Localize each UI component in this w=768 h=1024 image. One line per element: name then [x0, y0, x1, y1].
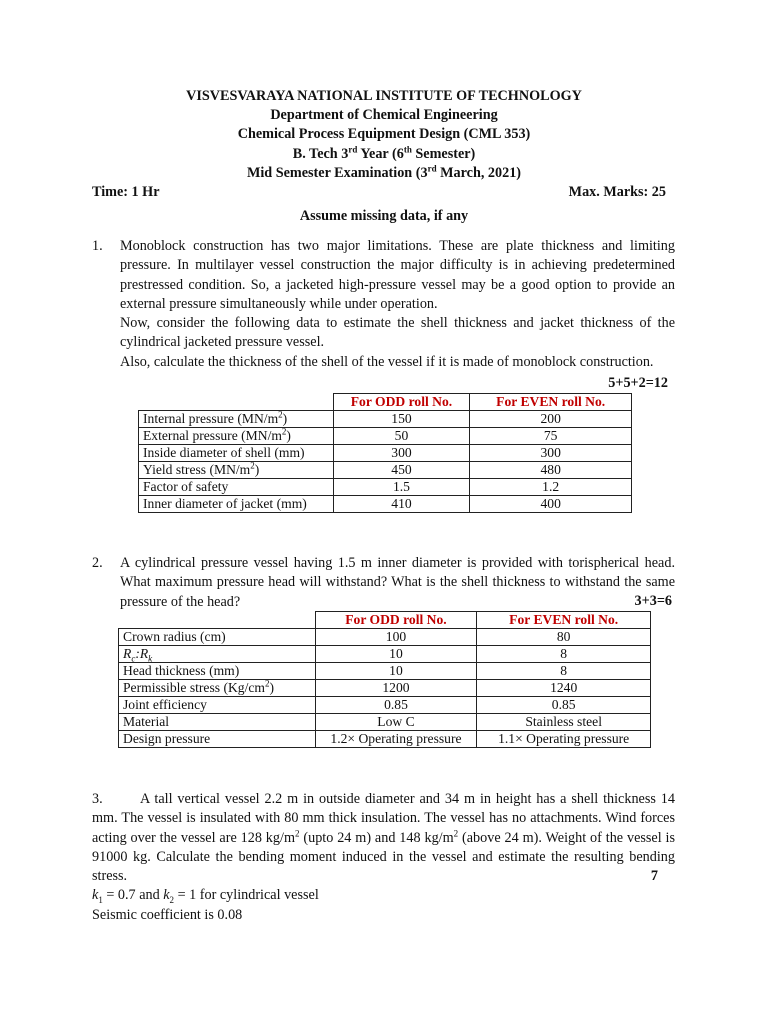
odd-value: Low C [315, 714, 477, 731]
table-row [139, 445, 632, 462]
q1-number: 1. [92, 238, 103, 254]
row-label: Inner diameter of jacket (mm) [139, 496, 334, 513]
even-value: 1240 [477, 680, 651, 697]
q3-text [92, 790, 675, 925]
q1-text [120, 237, 675, 372]
row-label: Internal pressure $(MN/m^2)$ [139, 411, 334, 428]
table-row [119, 629, 651, 646]
even-value: 0.85 [477, 697, 651, 714]
q3-number: 3. [92, 791, 103, 807]
q1-marks: 5+5+2=12 [608, 375, 668, 391]
table-row [119, 731, 651, 748]
odd-value: 1.5 [333, 479, 470, 496]
row-label: Yield stress $(MN/m^2)$ [139, 462, 334, 479]
q2-header-blank [119, 612, 316, 629]
q2-paragraph-1: A cylindrical pressure vessel having 1.5 m inner diameter is provided with torispherical head. What maximum pressure head will withstand? What is the shell thickness to withstand the same pressure of the head? [120, 555, 675, 610]
table-row [119, 646, 651, 663]
exam-title: Mid Semester Examination (3rd March, 2021) [246, 163, 522, 181]
department-name: Department of Chemical Engineering [270, 107, 498, 123]
q3-k-values: $k_1 = 0.7$ and $k_2 = 1$ for cylindrical vessel [92, 887, 319, 906]
max-marks: Max. Marks: 25 [568, 184, 666, 200]
q1-paragraph-3: Also, calculate the thickness of the shell of the vessel if it is made of monoblock construction. [120, 353, 654, 370]
table-row [139, 462, 632, 479]
q2-marks: 3+3=6 [634, 593, 672, 609]
even-value: 300 [470, 445, 632, 462]
course-title: Chemical Process Equipment Design (CML 353) [237, 126, 531, 142]
q2-text [120, 554, 675, 612]
even-value: 480 [470, 462, 632, 479]
odd-value: 0.85 [315, 697, 477, 714]
assume-note: Assume missing data, if any [299, 208, 469, 224]
exam-time: Time: 1 Hr [92, 184, 160, 200]
table-row [139, 411, 632, 428]
table-row [139, 428, 632, 445]
row-label: Joint efficiency [119, 697, 316, 714]
q1-paragraph-2: Now, consider the following data to estimate the shell thickness and jacket thickness of the cylindrical jacketed pressure vessel. [120, 315, 675, 351]
table-row [119, 680, 651, 697]
odd-value: 410 [333, 496, 470, 513]
q1-header-blank [139, 394, 334, 411]
q2-header-even: For EVEN roll No. [477, 612, 651, 629]
row-label: Crown radius (cm) [119, 629, 316, 646]
q3-marks: 7 [650, 868, 658, 884]
even-value: 1.1× Operating pressure [477, 731, 651, 748]
even-value: 1.2 [470, 479, 632, 496]
row-label: $R_c:R_k$ [119, 646, 316, 663]
q2-number: 2. [92, 555, 103, 571]
table-row [139, 496, 632, 513]
odd-value: 10 [315, 646, 477, 663]
year-semester: B. Tech 3rd Year (6th Semester) [292, 144, 476, 162]
odd-value: 1.2× Operating pressure [315, 731, 477, 748]
odd-value: 50 [333, 428, 470, 445]
q3-paragraph-1: A tall vertical vessel 2.2 m in outside diameter and 34 m in height has a shell thickness 14 mm. The vessel is insulated with 80 mm thick insulation. The vessel has no attachments. Wind forces acting over the vessel are 128 $kg/m^2$ (upto 24 m) and 148 $kg/m^2$ (above 24 m). Weight of the vessel is 91000 kg. Calculate the bending moment induced in the vessel and estimate the resulting bending stress. [92, 791, 675, 885]
odd-value: 1200 [315, 680, 477, 697]
odd-value: 10 [315, 663, 477, 680]
row-label: External pressure $(MN/m^2)$ [139, 428, 334, 445]
q2-table-header [119, 612, 651, 629]
row-label: Head thickness (mm) [119, 663, 316, 680]
table-row [119, 714, 651, 731]
even-value: 400 [470, 496, 632, 513]
row-label: Inside diameter of shell (mm) [139, 445, 334, 462]
odd-value: 100 [315, 629, 477, 646]
odd-value: 450 [333, 462, 470, 479]
q3-seismic: Seismic coefficient is 0.08 [92, 906, 243, 923]
table-row [119, 697, 651, 714]
table-row [119, 663, 651, 680]
even-value: Stainless steel [477, 714, 651, 731]
q1-data-table [138, 393, 632, 513]
q1-paragraph-1: Monoblock construction has two major limitations. These are plate thickness and limiting pressure. In multilayer vessel construction the major difficulty is in achieving predetermined prestressed condition. So, a jacketed high-pressure vessel may be a good option to provide an external pressure simultaneously while under operation. [120, 238, 675, 312]
even-value: 75 [470, 428, 632, 445]
row-label: Material [119, 714, 316, 731]
row-label: Permissible stress $(Kg/cm^2)$ [119, 680, 316, 697]
odd-value: 150 [333, 411, 470, 428]
q2-data-table [118, 611, 651, 748]
even-value: 8 [477, 646, 651, 663]
odd-value: 300 [333, 445, 470, 462]
q1-table-header [139, 394, 632, 411]
institute-name: VISVESVARAYA NATIONAL INSTITUTE OF TECHNOLOGY [186, 88, 582, 104]
even-value: 8 [477, 663, 651, 680]
table-row [139, 479, 632, 496]
q2-header-odd: For ODD roll No. [315, 612, 477, 629]
q1-header-even: For EVEN roll No. [470, 394, 632, 411]
row-label: Factor of safety [139, 479, 334, 496]
q1-header-odd: For ODD roll No. [333, 394, 470, 411]
row-label: Design pressure [119, 731, 316, 748]
even-value: 80 [477, 629, 651, 646]
even-value: 200 [470, 411, 632, 428]
